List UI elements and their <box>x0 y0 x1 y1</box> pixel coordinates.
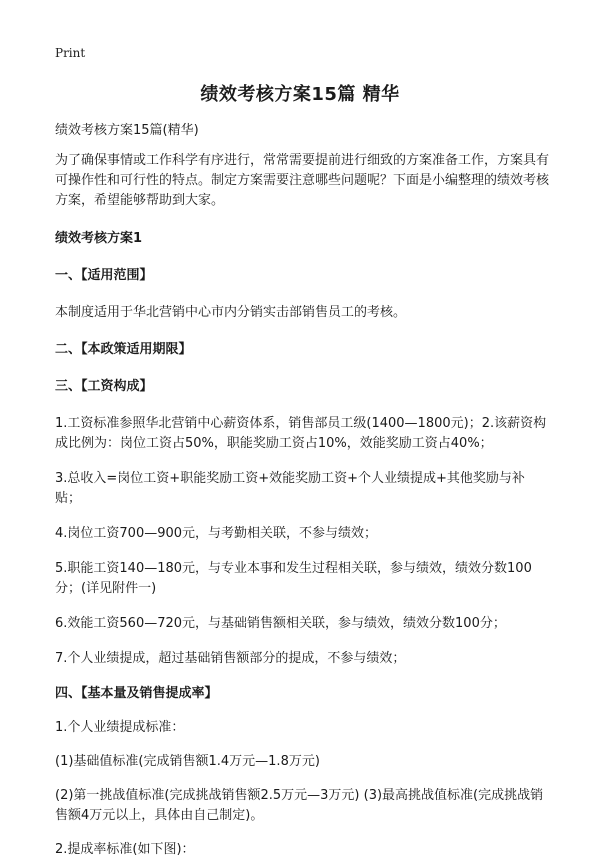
page-title: 绩效考核方案15篇 精华 <box>200 84 400 105</box>
salary-item-7: 7.个人业绩提成，超过基础销售额部分的提成，不参与绩效； <box>55 651 406 666</box>
document-subtitle: 绩效考核方案15篇(精华) <box>55 123 199 138</box>
commission-item-2: 2.提成率标准(如下图)： <box>55 842 195 857</box>
salary-item-6: 6.效能工资560—720元，与基础销售额相关联，参与绩效，绩效分数100分； <box>55 616 506 631</box>
commission-sub-2: (2)第一挑战值标准(完成挑战销售额2.5万元—3万元) (3)最高挑战值标准(完成挑战销售额4万元以上，具体由自己制定)。 <box>55 788 544 823</box>
salary-item-4: 4.岗位工资700—900元，与考勤相关联，不参与绩效； <box>55 526 378 541</box>
commission-item-1: 1.个人业绩提成标准： <box>55 720 185 735</box>
plan-heading: 绩效考核方案1 <box>55 231 143 246</box>
salary-item-3: 3.总收入=岗位工资+职能奖励工资+效能奖励工资+个人业绩提成+其他奖励与补贴； <box>55 471 525 506</box>
intro-paragraph: 为了确保事情或工作科学有序进行，常常需要提前进行细致的方案准备工作，方案具有可操作性和可行性的特点。制定方案需要注意哪些问题呢？下面是小编整理的绩效考核方案，希望能够帮助到大家。 <box>55 153 550 208</box>
salary-item-5: 5.职能工资140—180元，与专业本事和发生过程相关联，参与绩效，绩效分数100分；(详见附件一) <box>55 561 532 596</box>
salary-item-1: 1.工资标准参照华北营销中心薪资体系，销售部员工级(1400—1800元)；2.该薪资构成比例为：岗位工资占50%，职能奖励工资占10%，效能奖励工资占40%； <box>55 416 547 451</box>
section2-heading: 二、【本政策适用期限】 <box>55 342 192 357</box>
section3-heading: 三、【工资构成】 <box>55 379 153 394</box>
print-label: Print <box>55 46 86 60</box>
section1-heading: 一、【适用范围】 <box>55 268 153 283</box>
section4-heading: 四、【基本量及销售提成率】 <box>55 686 218 701</box>
commission-sub-1: (1)基础值标准(完成销售额1.4万元—1.8万元) <box>55 754 320 769</box>
section1-text: 本制度适用于华北营销中心市内分销实击部销售员工的考核。 <box>55 305 407 320</box>
document-body <box>55 121 550 860</box>
